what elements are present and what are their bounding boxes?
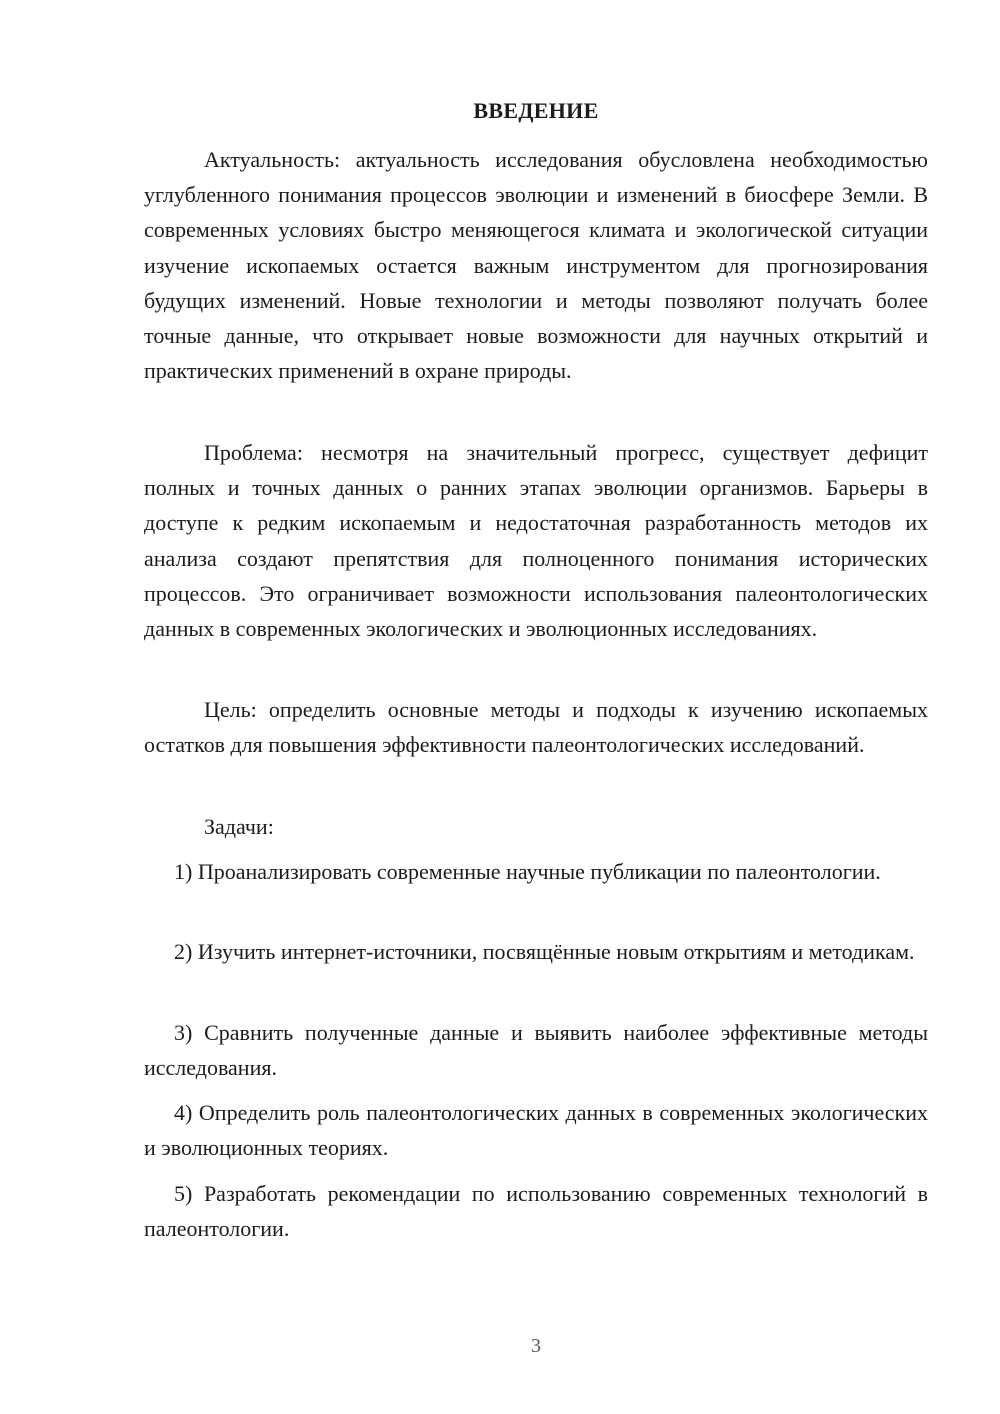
- task-item-4: 4) Определить роль палеонтологических данных в современных экологических и эволюционных теориях.: [144, 1100, 928, 1161]
- section-heading: ВВЕДЕНИЕ: [473, 98, 599, 123]
- task-item-1: 1) Проанализировать современные научные публикации по палеонтологии.: [174, 859, 881, 884]
- page-number: 3: [531, 1335, 541, 1357]
- goal-paragraph: Цель: определить основные методы и подходы к изучению ископаемых остатков для повышения эффективности палеонтологических исследований.: [144, 697, 928, 758]
- task-item-2: 2) Изучить интернет-источники, посвящённые новым открытиям и методикам.: [174, 939, 915, 964]
- tasks-label: Задачи:: [204, 814, 274, 839]
- task-item-3: 3) Сравнить полученные данные и выявить наиболее эффективные методы исследования.: [144, 1020, 928, 1081]
- task-item-5: 5) Разработать рекомендации по использованию современных технологий в палеонтологии.: [144, 1181, 928, 1242]
- relevance-paragraph: Актуальность: актуальность исследования обусловлена необходимостью углубленного понимания процессов эволюции и изменений в биосфере Земли. В современных условиях быстро меняющегося климата и экологической ситуации изучение ископаемых остается важным инструментом для прогнозирования будущих изменений. Новые технологии и методы позволяют получать более точные данные, что открывает новые возможности для научных открытий и практических применений в охране природы.: [144, 147, 928, 384]
- problem-paragraph: Проблема: несмотря на значительный прогресс, существует дефицит полных и точных данных о ранних этапах эволюции организмов. Барьеры в доступе к редким ископаемым и недостаточная разработанность методов их анализа создают препятствия для полноценного понимания исторических процессов. Это ограничивает возможности использования палеонтологических данных в современных экологических и эволюционных исследованиях.: [144, 440, 928, 642]
